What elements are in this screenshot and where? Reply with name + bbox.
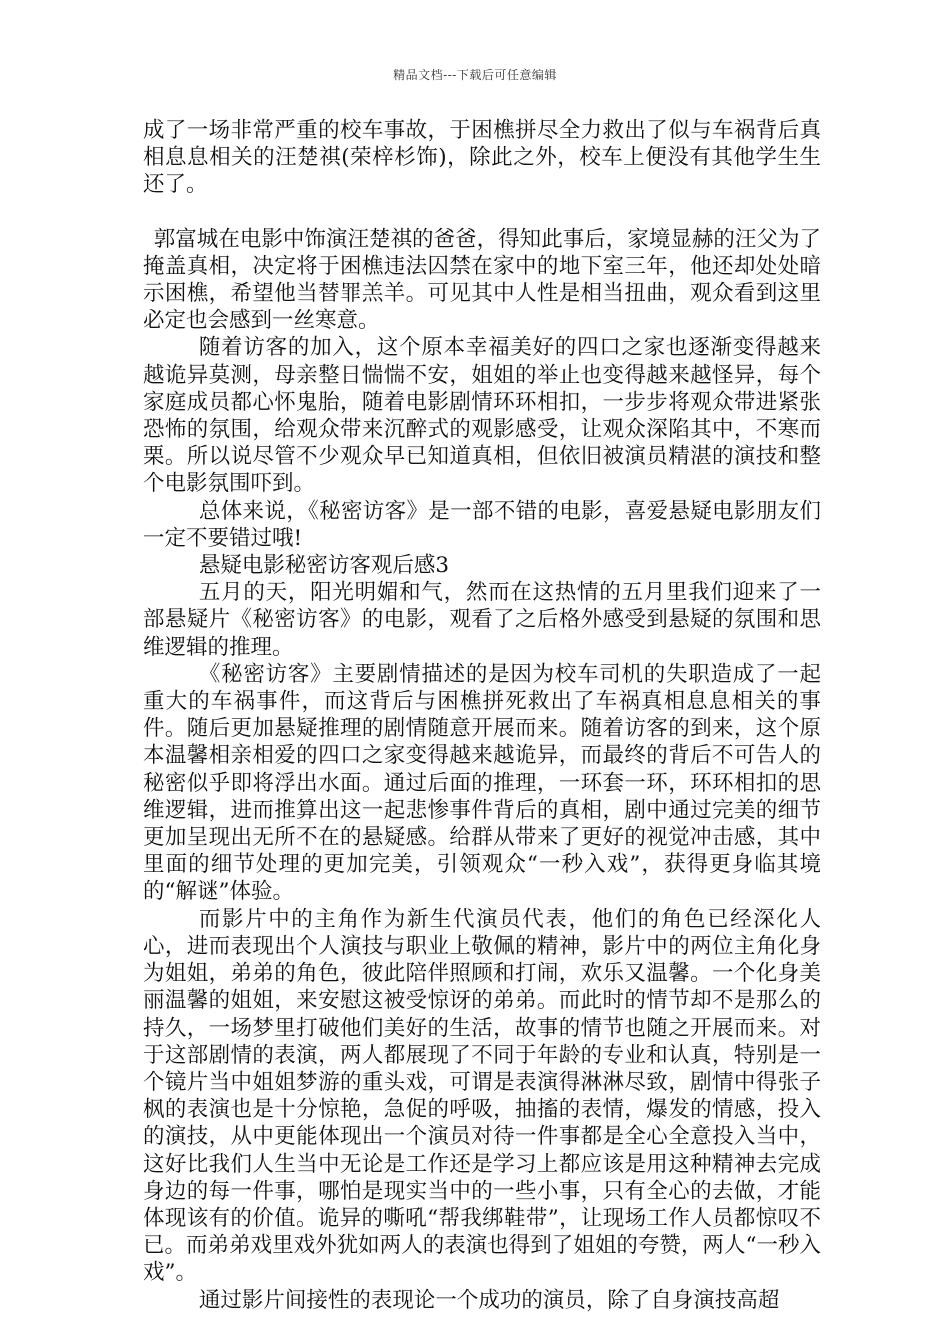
paragraph-7: 而影片中的主角作为新生代演员代表，他们的角色已经深化人心，进而表现出个人演技与职业上敬佩的精神，影片中的两位主角化身为姐姐，弟弟的角色，彼此陪伴照顾和打闹，欢乐又温馨。一个化身美丽温馨的姐姐，来安慰这被受惊讶的弟弟。而此时的情节却不是那么的持久，一场梦里打破他们美好的生活，故事的情节也随之开展而来。对于这部剧情的表演，两人都展现了不同于年龄的专业和认真，特别是一个镜片当中姐姐梦游的重头戏，可谓是表演得淋淋尽致，剧情中得张子枫的表演也是十分惊艳，急促的呼吸，抽搐的表情，爆发的情感，投入的演技，从中更能体现出一个演员对待一件事都是全心全意投入当中，这好比我们人生当中无论是工作还是学习上都应该是用这种精神去完成身边的每一件事，哪怕是现实当中的一些小事，只有全心的去做，才能体现该有的价值。诡异的嘶吼“帮我绑鞋带”，让现场工作人员都惊叹不已。而弟弟戏里戏外犹如两人的表演也得到了姐姐的夸赞，两人“一秒入戏”。 — [143, 906, 821, 1286]
paragraph-8: 通过影片间接性的表现论一个成功的演员，除了自身演技高超 — [198, 1287, 780, 1313]
paragraph-3: 随着访客的加入，这个原本幸福美好的四口之家也逐渐变得越来越诡异莫测，母亲整日惴惴不安，姐姐的举止也变得越来越怪异，每个家庭成员都心怀鬼胎，随着电影剧情环环相扣，一步步将观众带进紧张恐怖的氛围，给观众带来沉醉式的观影感受，让观众深陷其中，不寒而栗。所以说尽管不少观众早已知道真相，但依旧被演员精湛的演技和整个电影氛围吓到。 — [143, 335, 821, 497]
paragraph-2: 郭富城在电影中饰演汪楚祺的爸爸，得知此事后，家境显赫的汪父为了掩盖真相，决定将于困樵违法囚禁在家中的地下室三年，他还却处处暗示困樵，希望他当替罪羔羊。可见其中人性是相当扭曲，观众看到这里必定也会感到一丝寒意。 — [143, 226, 821, 334]
page-header: 精品文档---下载后可任意编辑 — [393, 68, 557, 82]
paragraph-5: 五月的天，阳光明媚和气，然而在这热情的五月里我们迎来了一部悬疑片《秘密访客》的电影，观看了之后格外感受到悬疑的氛围和思维逻辑的推理。 — [143, 580, 821, 660]
document-body — [143, 117, 821, 1314]
paragraph-6: 《秘密访客》主要剧情描述的是因为校车司机的失职造成了一起重大的车祸事件，而这背后与困樵拼死救出了车祸真相息息相关的事件。随后更加悬疑推理的剧情随意开展而来。随着访客的到来，这个原本温馨相亲相爱的四口之家变得越来越诡异，而最终的背后不可告人的秘密似乎即将浮出水面。通过后面的推理，一环套一环，环环相扣的思维逻辑，进而推算出这一起悲惨事件背后的真相，剧中通过完美的细节更加呈现出无所不在的悬疑感。给群从带来了更好的视觉冲击感，其中里面的细节处理的更加完美，引领观众“一秒入戏”，获得更身临其境的“解谜”体验。 — [143, 661, 821, 905]
section-heading: 悬疑电影秘密访客观后感3 — [198, 553, 450, 579]
paragraph-4: 总体来说，《秘密访客》是一部不错的电影，喜爱悬疑电影朋友们一定不要错过哦! — [143, 498, 821, 551]
paragraph-1: 成了一场非常严重的校车事故，于困樵拼尽全力救出了似与车祸背后真相息息相关的汪楚祺(荣梓杉饰)，除此之外，校车上便没有其他学生生还了。 — [143, 118, 821, 198]
